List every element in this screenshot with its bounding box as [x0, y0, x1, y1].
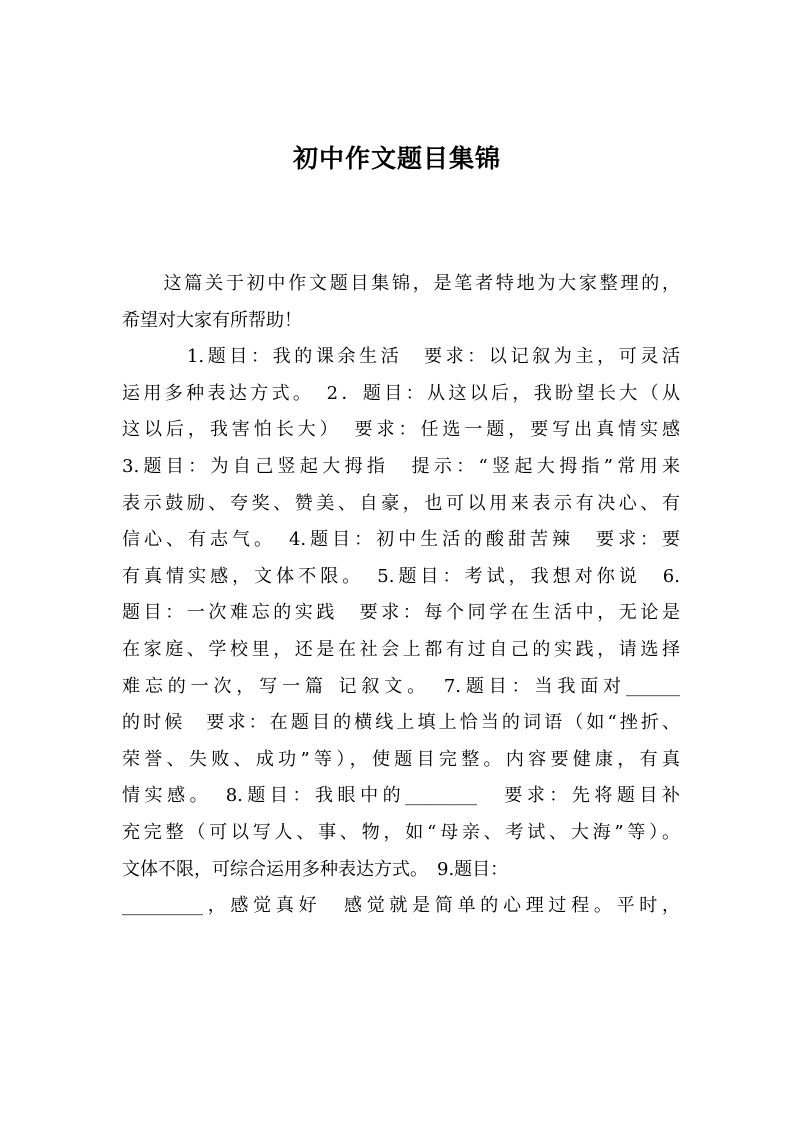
body-line: 信心、有志气。 4.题目：初中生活的酸甜苦辣 要求：要	[122, 529, 680, 551]
body-line: 3.题目：为自己竖起大拇指 提示：“竖起大拇指”常用来	[122, 455, 680, 477]
body-line: _________，感觉真好 感觉就是简单的心理过程。平时，	[122, 895, 680, 917]
body-line: 充完整（可以写人、事、物，如“母亲、考试、大海”等）。	[122, 821, 680, 843]
body-line: 情实感。 8.题目：我眼中的________ 要求：先将题目补	[122, 785, 680, 807]
body-line: 的时候 要求：在题目的横线上填上恰当的词语（如“挫折、	[122, 712, 680, 734]
body-line: 这篇关于初中作文题目集锦，是笔者特地为大家整理的，	[122, 273, 680, 294]
body-line: 希望对大家有所帮助！	[122, 309, 302, 331]
body-line: 在家庭、学校里，还是在社会上都有过自己的实践，请选择	[122, 638, 680, 660]
document-title: 初中作文题目集锦	[292, 144, 501, 173]
body-line: 表示鼓励、夸奖、赞美、自豪，也可以用来表示有决心、有	[122, 492, 680, 514]
body-line: 运用多种表达方式。 2．题目：从这以后，我盼望长大（从	[122, 382, 680, 404]
document-body	[122, 266, 680, 925]
body-line: 1.题目：我的课余生活 要求：以记叙为主，可灵活	[122, 346, 680, 368]
body-line: 题目：一次难忘的实践 要求：每个同学在生活中，无论是	[122, 602, 680, 624]
body-line: 荣誉、失败、成功”等），使题目完整。内容要健康，有真	[122, 748, 680, 770]
body-line: 有真情实感，文体不限。 5.题目：考试，我想对你说 6.	[122, 565, 680, 587]
body-line: 文体不限，可综合运用多种表达方式。 9.题目：	[122, 858, 509, 880]
body-line: 这以后，我害怕长大） 要求：任选一题，要写出真情实感	[122, 419, 680, 441]
body-line: 难忘的一次，写一篇 记叙文。 7.题目：当我面对______	[122, 675, 680, 697]
